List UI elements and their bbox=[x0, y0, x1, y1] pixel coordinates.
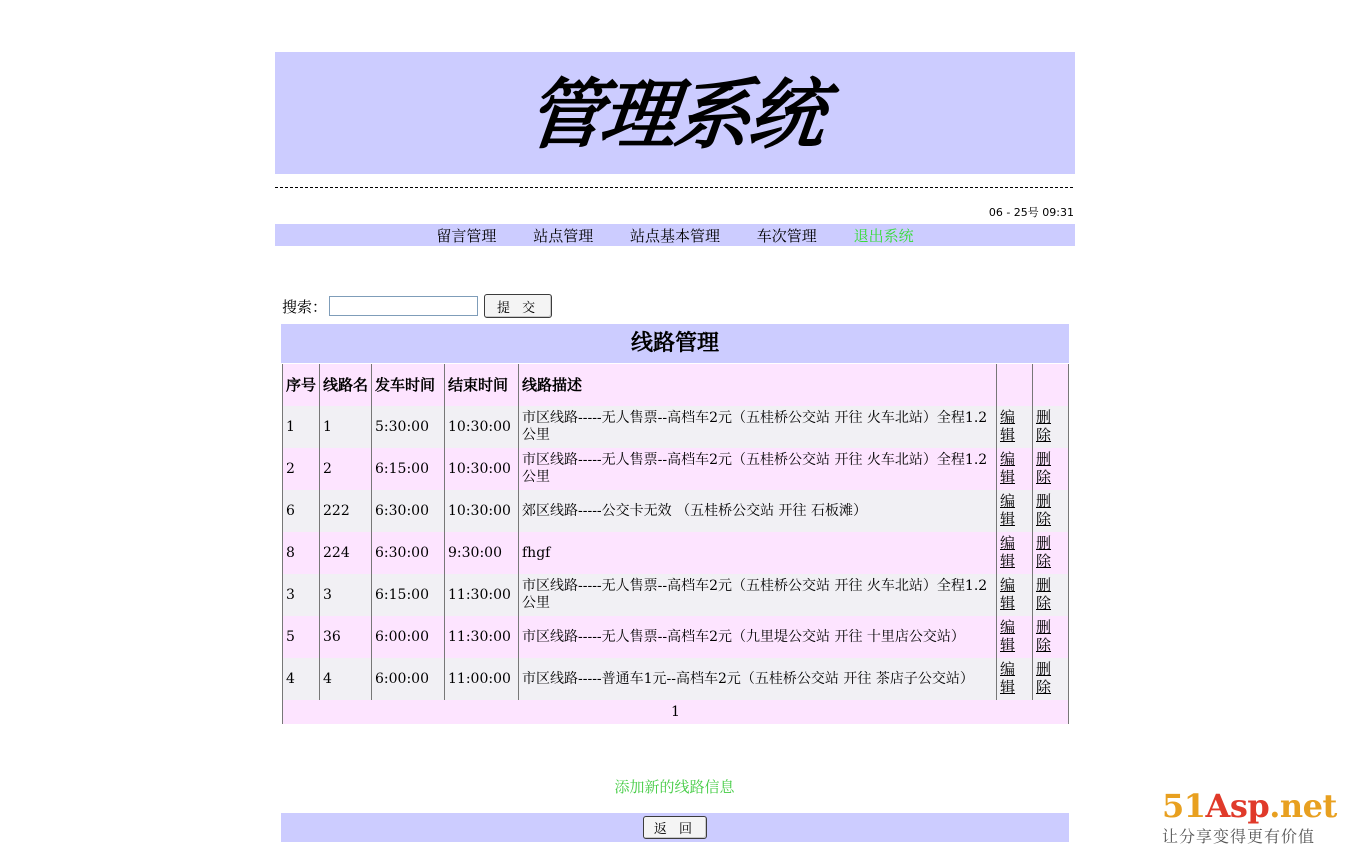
nav-item-trips[interactable]: 车次管理 bbox=[756, 227, 817, 245]
add-route-link[interactable]: 添加新的线路信息 bbox=[614, 778, 735, 796]
watermark bbox=[1162, 788, 1337, 847]
watermark-logo bbox=[1162, 788, 1337, 824]
table-row bbox=[283, 658, 1069, 700]
cell-desc: 市区线路-----普通车1元--高档车2元（五桂桥公交站 开往 茶店子公交站） bbox=[519, 658, 997, 700]
pager-page-1[interactable]: 1 bbox=[283, 700, 1069, 724]
watermark-logo-num: 51 bbox=[1162, 787, 1206, 825]
col-header-delete bbox=[1033, 364, 1069, 406]
header bbox=[275, 52, 1075, 174]
col-header-edit bbox=[997, 364, 1033, 406]
cell-end: 9:30:00 bbox=[445, 532, 519, 574]
cell-desc: 市区线路-----无人售票--高档车2元（五桂桥公交站 开往 火车北站）全程1.2公里 bbox=[519, 406, 997, 448]
cell-name: 222 bbox=[320, 490, 372, 532]
watermark-logo-net: .net bbox=[1269, 787, 1337, 825]
nav-item-messages[interactable]: 留言管理 bbox=[436, 227, 497, 245]
col-header-id: 序号 bbox=[283, 364, 320, 406]
delete-link[interactable]: 删除 bbox=[1036, 408, 1052, 444]
cell-desc: 郊区线路-----公交卡无效 （五桂桥公交站 开往 石板滩） bbox=[519, 490, 997, 532]
footer-bar bbox=[281, 813, 1069, 842]
search-label: 搜索： bbox=[282, 297, 328, 316]
cell-id: 2 bbox=[283, 448, 320, 490]
cell-start: 6:30:00 bbox=[372, 490, 445, 532]
page-title: 管理系统 bbox=[522, 70, 828, 159]
cell-desc: 市区线路-----无人售票--高档车2元（五桂桥公交站 开往 火车北站）全程1.2公里 bbox=[519, 448, 997, 490]
edit-link[interactable]: 编辑 bbox=[1000, 408, 1016, 444]
cell-start: 6:15:00 bbox=[372, 448, 445, 490]
table-header-row bbox=[283, 364, 1069, 406]
cell-end: 10:30:00 bbox=[445, 448, 519, 490]
table-row bbox=[283, 406, 1069, 448]
nav-item-station-basic[interactable]: 站点基本管理 bbox=[629, 227, 720, 245]
routes-table bbox=[282, 364, 1069, 724]
cell-id: 1 bbox=[283, 406, 320, 448]
cell-name: 2 bbox=[320, 448, 372, 490]
delete-link[interactable]: 删除 bbox=[1036, 660, 1052, 696]
edit-link[interactable]: 编辑 bbox=[1000, 618, 1016, 654]
cell-end: 10:30:00 bbox=[445, 406, 519, 448]
datetime: 06 - 25号 09:31 bbox=[988, 206, 1074, 219]
cell-desc: fhgf bbox=[519, 532, 997, 574]
cell-start: 6:30:00 bbox=[372, 532, 445, 574]
cell-name: 1 bbox=[320, 406, 372, 448]
edit-link[interactable]: 编辑 bbox=[1000, 660, 1016, 696]
cell-start: 5:30:00 bbox=[372, 406, 445, 448]
col-header-end: 结束时间 bbox=[445, 364, 519, 406]
col-header-desc: 线路描述 bbox=[519, 364, 997, 406]
divider bbox=[275, 187, 1073, 188]
cell-end: 10:30:00 bbox=[445, 490, 519, 532]
cell-name: 224 bbox=[320, 532, 372, 574]
edit-link[interactable]: 编辑 bbox=[1000, 576, 1016, 612]
cell-name: 4 bbox=[320, 658, 372, 700]
delete-link[interactable]: 删除 bbox=[1036, 576, 1052, 612]
submit-button[interactable]: 提 交 bbox=[484, 294, 552, 318]
back-button[interactable]: 返 回 bbox=[643, 816, 707, 839]
col-header-start: 发车时间 bbox=[372, 364, 445, 406]
edit-link[interactable]: 编辑 bbox=[1000, 492, 1016, 528]
delete-link[interactable]: 删除 bbox=[1036, 618, 1052, 654]
table-row bbox=[283, 490, 1069, 532]
table-title: 线路管理 bbox=[281, 324, 1069, 363]
banner bbox=[275, 52, 1075, 174]
cell-name: 36 bbox=[320, 616, 372, 658]
cell-desc: 市区线路-----无人售票--高档车2元（九里堤公交站 开往 十里店公交站） bbox=[519, 616, 997, 658]
cell-start: 6:00:00 bbox=[372, 616, 445, 658]
cell-id: 5 bbox=[283, 616, 320, 658]
delete-link[interactable]: 删除 bbox=[1036, 534, 1052, 570]
cell-end: 11:30:00 bbox=[445, 574, 519, 616]
col-header-name: 线路名 bbox=[320, 364, 372, 406]
nav-bar bbox=[275, 224, 1075, 246]
table-row bbox=[283, 532, 1069, 574]
delete-link[interactable]: 删除 bbox=[1036, 492, 1052, 528]
cell-id: 4 bbox=[283, 658, 320, 700]
search-form bbox=[282, 294, 552, 318]
table-row bbox=[283, 448, 1069, 490]
edit-link[interactable]: 编辑 bbox=[1000, 534, 1016, 570]
cell-id: 8 bbox=[283, 532, 320, 574]
delete-link[interactable]: 删除 bbox=[1036, 450, 1052, 486]
search-input[interactable] bbox=[329, 296, 478, 316]
edit-link[interactable]: 编辑 bbox=[1000, 450, 1016, 486]
table-row bbox=[283, 574, 1069, 616]
nav-item-stations[interactable]: 站点管理 bbox=[533, 227, 594, 245]
cell-end: 11:00:00 bbox=[445, 658, 519, 700]
cell-start: 6:15:00 bbox=[372, 574, 445, 616]
nav-item-exit[interactable]: 退出系统 bbox=[853, 227, 914, 245]
watermark-tagline: 让分享变得更有价值 bbox=[1162, 827, 1316, 846]
watermark-logo-asp: Asp bbox=[1205, 787, 1270, 825]
cell-end: 11:30:00 bbox=[445, 616, 519, 658]
cell-id: 3 bbox=[283, 574, 320, 616]
cell-name: 3 bbox=[320, 574, 372, 616]
table-row bbox=[283, 616, 1069, 658]
pager-row bbox=[283, 700, 1069, 724]
cell-id: 6 bbox=[283, 490, 320, 532]
cell-start: 6:00:00 bbox=[372, 658, 445, 700]
cell-desc: 市区线路-----无人售票--高档车2元（五桂桥公交站 开往 火车北站）全程1.2公里 bbox=[519, 574, 997, 616]
